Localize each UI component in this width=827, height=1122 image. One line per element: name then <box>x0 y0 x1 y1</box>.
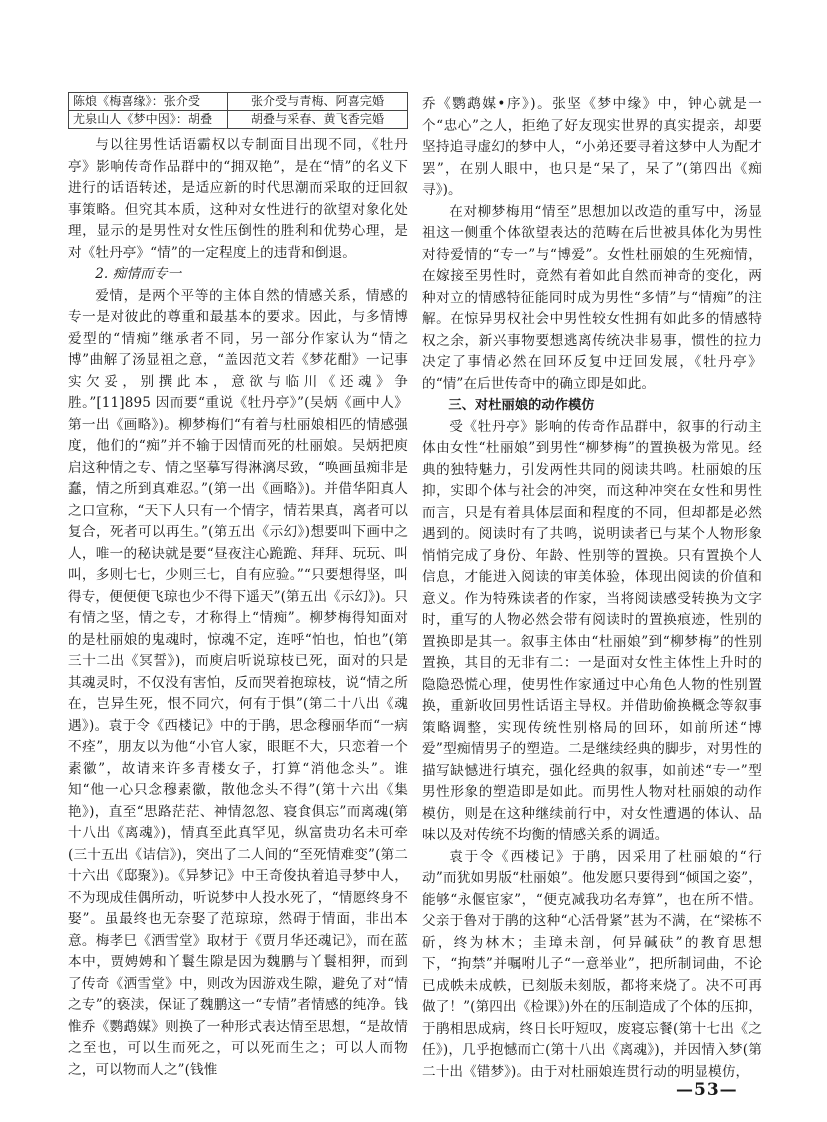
paragraph: 乔《鹦鹉媒•序》)。张坚《梦中缘》中，钟心就是一个“忠心”之人，拒绝了好友现实世界的真实提亲，却要坚持追寻虚幻的梦中人，“小弟还要寻着这梦中人为配才罢”，在别人眼中，也只是“呆了，呆了”(第四出《痴寻》)。 <box>422 96 762 198</box>
table-cell: 张介受与青梅、阿喜完婚 <box>228 93 408 111</box>
page-number: —53— <box>676 1080 738 1100</box>
paragraph: 袁于令《西楼记》于鹃，因采用了杜丽娘的“行动”而犹如男版“杜丽娘”。他发愿只要得到“倾国之姿”，能够“永偃宦家”，“便克减我功名寿算”，也在所不惜。父亲于鲁对于鹃的这种“心活骨紧”甚为不满，在“梁栋不斫，终为林木；圭璋未剖，何异碱砆”的教育思想下，“拘禁”并嘱咐儿子“一意举业”，把所制词曲，不论已成帙未成帙，已刻版未刻版，都将来烧了。决不可再做了！”(第四出《检课》)外在的压制造成了个体的压抑，于鹃相思成病，终日长吁短叹，废寝忘餐(第十七出《之任》)，几乎抱憾而亡(第十八出《离魂》)，并因情入梦(第二十出《错梦》)。由于对杜丽娘连贯行动的明显模仿， <box>422 848 762 1080</box>
paragraph: 在对柳梦梅用“情至”思想加以改造的重写中，汤显祖这一侧重个体欲望表达的范畴在后世被具体化为男性对待爱情的“专一”与“博爱”。女性杜丽娘的生死痴情，在嫁接至男性时，竟然有着如此自然而神奇的变化，两种对立的情感特征能同时成为男性“多情”与“情痴”的注解。在惊异男权社会中男性较女性拥有如此多的情感特权之余，新兴事物要想逃离传统决非易事，惯性的拉力决定了事情必然在回环反复中迂回发展，《牡丹亭》的“情”在后世传奇中的确立即是如此。 <box>422 203 762 392</box>
table-cell: 尤泉山人《梦中因》：胡叠 <box>69 111 228 129</box>
subsection-heading: 2. 痴情而专一 <box>95 266 182 282</box>
section-heading: 三、对杜丽娘的动作模仿 <box>448 398 595 413</box>
left-column <box>68 92 408 1081</box>
table-row <box>69 93 408 111</box>
paragraph: 受《牡丹亭》影响的传奇作品群中，叙事的行动主体由女性“杜丽娘”到男性“柳梦梅”的置换极为常见。经典的独特魅力，引发两性共同的阅读共鸣。杜丽娘的压抑，实即个体与社会的冲突，而这种冲突在女性和男性而言，只是有着具体层面和程度的不同，但却都是必然遇到的。阅读时有了共鸣，说明读者已与某个人物形象悄悄完成了身份、年龄、性别等的置换。只有置换个人信息，才能进入阅读的审美体验，体现出阅读的价值和意义。作为特殊读者的作家，当将阅读感受转换为文字时，重写的人物必然会带有阅读时的置换痕迹，性别的置换即是其一。叙事主体由“杜丽娘”到“柳梦梅”的性别置换，其目的无非有二：一是面对女性主体性上升时的隐隐恐慌心理，使男性作家通过中心角色人物的性别置换，重新收回男性话语主导权。并借助偷换概念等叙事策略调整，实现传统性别格局的回环，如前所述“博爱”型痴情男子的塑造。二是继续经典的脚步，对男性的描写缺憾进行填充，强化经典的叙事，如前述“专一”型男性形象的塑造即是如此。而男性人物对杜丽娘的动作模仿，则是在这种继续前行中，对女性遭遇的体认、品味以及对传统不均衡的情感关系的调适。 <box>422 418 762 843</box>
continuation-table <box>68 92 408 129</box>
table-row <box>69 111 408 129</box>
paragraph: 爱情，是两个平等的主体自然的情感关系，情感的专一是对彼此的尊重和最基本的要求。因此，与多情博爱型的“情痴”继承者不同，另一部分作家认为“情之博”曲解了汤显祖之意，“盖因范文若《梦花酣》一记事实欠妥，别撰此本，意欲与临川《还魂》争胜。”[11]895 因而要“重说《牡丹亭》”(吴炳《画中人》第一出《画略》)。柳梦梅们“有着与杜丽娘相匹的情感强度，他们的“痴”并不输于因情而死的杜丽娘。吴炳把庾启这种情之专、情之坚摹写得淋漓尽致，“唤画虽痴非是蠢，情之所到真难忍。”(第一出《画略》)。并借华阳真人之口宣称，“天下人只有一个情字，情若果真，离者可以复合，死者可以再生。”(第五出《示幻》)想要叫下画中之人，唯一的秘诀就是要“昼夜注心跪跪、拜拜、玩玩、叫叫，多则七七，少则三七，自有应验。”“只要想得坚，叫得专，便便便飞琼也少不得下遥天”(第五出《示幻》)。只有情之坚，情之专，才称得上“情痴”。柳梦梅得知面对的是杜丽娘的鬼魂时，惊魂不定，连呼“怕也，怕也”(第三十二出《冥誓》)，而庾启听说琼枝已死，面对的只是其魂灵时，不仅没有害怕，反而哭着抱琼枝，说“情之所在，岂异生死，恨不同穴，何有于惧”(第二十八出《魂遇》)。袁于令《西楼记》中的于鹃，思念穆丽华而“一病不痊”，朋友以为他“小官人家，眼眶不大，只恋着一个素徽”，故请来许多青楼女子，打算“消他念头”。谁知“他一心只念穆素徽，散他念头不得”(第十六出《集艳》)，直至“思路茫茫、神情忽忽、寝食俱忘”而离魂(第十八出《离魂》)，情真至此真罕见，纵富贵功名未可牵(三十五出《诘信》)，突出了二人间的“至死情难变”(第二十六出《邸聚》)。《异梦记》中王奇俊执着追寻梦中人，不为现成佳偶所动，听说梦中人投水死了，“情愿终身不娶”。虽最终也无奈娶了范琼琼，然碍于情面，非出本意。梅孝巳《洒雪堂》取材于《贾月华还魂记》，而在蓝本中，贾娉娉和丫鬟生隙是因为魏鹏与丫鬟相狎，而到了传奇《洒雪堂》中，则改为因游戏生隙，避免了对“情之专”的亵渎，保证了魏鹏这一“专情”者情感的纯净。钱惟乔《鹦鹉媒》则换了一种形式表达情至思想，“是故情之至也，可以生而死之，可以死而生之；可以人而物之，可以物而人之”(钱惟 <box>68 287 408 1078</box>
right-column <box>422 94 762 1083</box>
table-cell: 胡叠与采春、黄飞香完婚 <box>228 111 408 129</box>
table-cell: 陈烺《梅喜缘》：张介受 <box>69 93 228 111</box>
paragraph: 与以往男性话语霸权以专制面目出现不同，《牡丹亭》影响传奇作品群中的“拥双艳”，是在“情”的名义下进行的话语转述，是适应新的时代思潮而采取的迂回叙事策略。但究其本质，这种对女性进行的欲望对象化处理，显示的是男性对女性压倒性的胜利和优势心理，是对《牡丹亭》“情”的一定程度上的违背和倒退。 <box>68 137 408 261</box>
